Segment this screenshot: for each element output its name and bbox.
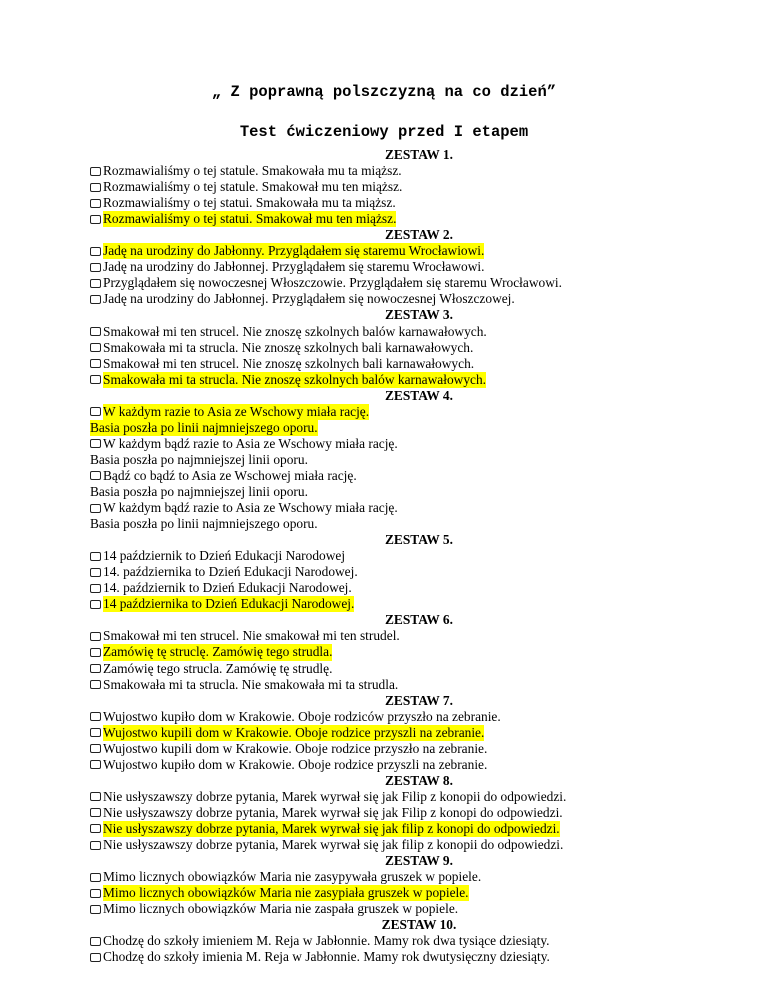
checkbox-icon[interactable] <box>90 680 101 689</box>
option-text: Smakowała mi ta strucla. Nie znoszę szkolnych bali karnawałowych. <box>103 339 474 355</box>
set-heading: ZESTAW 4. <box>385 387 453 403</box>
answer-option <box>90 901 730 917</box>
checkbox-icon[interactable] <box>90 584 101 593</box>
answer-option <box>90 548 730 564</box>
set-heading: ZESTAW 3. <box>385 307 453 323</box>
option-text: Wujostwo kupiło dom w Krakowie. Oboje rodzice przyszli na zebranie. <box>103 756 488 772</box>
answer-option <box>90 404 730 420</box>
answer-option <box>90 564 730 580</box>
answer-option <box>90 885 730 901</box>
checkbox-icon[interactable] <box>90 375 101 384</box>
checkbox-icon[interactable] <box>90 215 101 224</box>
checkbox-icon[interactable] <box>90 247 101 256</box>
set-heading: ZESTAW 9. <box>385 853 453 869</box>
option-text: Rozmawialiśmy o tej statui. Smakował mu ten miąższ. <box>103 211 397 227</box>
option-text: Zamówię tego strucla. Zamówię tę strudlę. <box>103 660 333 676</box>
answer-option <box>90 949 730 965</box>
document-title: „ Z poprawną polszczyzną na co dzień” <box>211 83 557 101</box>
option-text: Chodzę do szkoły imienia M. Reja w Jabłonnie. Mamy rok dwutysięczny dziesiąty. <box>103 949 550 965</box>
answer-option <box>90 356 730 372</box>
option-text: Nie usłyszawszy dobrze pytania, Marek wyrwał się jak Filip z konopii do odpowiedzi. <box>103 788 567 804</box>
answer-option <box>90 821 730 837</box>
option-text: Przyglądałem się nowoczesnej Włoszczowie. Przyglądałem się staremu Wrocławowi. <box>103 275 562 291</box>
document-subtitle: Test ćwiczeniowy przed I etapem <box>239 123 529 141</box>
answer-option <box>90 259 730 275</box>
option-text: Smakował mi ten strucel. Nie znoszę szkolnych balów karnawałowych. <box>103 323 487 339</box>
answer-option <box>90 291 730 307</box>
answer-option <box>90 725 730 741</box>
set-heading: ZESTAW 8. <box>385 772 453 788</box>
set-heading: ZESTAW 1. <box>385 147 453 162</box>
answer-option <box>90 869 730 885</box>
checkbox-icon[interactable] <box>90 760 101 769</box>
option-text: Rozmawialiśmy o tej statule. Smakowała mu ta miąższ. <box>103 163 402 179</box>
option-text: Nie usłyszawszy dobrze pytania, Marek wyrwał się jak filip z konopii do odpowiedzi. <box>103 837 564 853</box>
option-text: Wujostwo kupiło dom w Krakowie. Oboje rodziców przyszło na zebranie. <box>103 708 501 724</box>
checkbox-icon[interactable] <box>90 648 101 657</box>
option-text: Smakował mi ten strucel. Nie smakował mi ten strudel. <box>103 628 400 644</box>
checkbox-icon[interactable] <box>90 295 101 304</box>
checkbox-icon[interactable] <box>90 407 101 416</box>
checkbox-icon[interactable] <box>90 600 101 609</box>
checkbox-icon[interactable] <box>90 471 101 480</box>
answer-option <box>90 677 730 693</box>
option-text: Jadę na urodziny do Jabłonny. Przyglądałem się staremu Wrocławiowi. <box>103 243 485 259</box>
checkbox-icon[interactable] <box>90 552 101 561</box>
answer-option <box>90 580 730 596</box>
answer-option <box>90 179 730 195</box>
checkbox-icon[interactable] <box>90 199 101 208</box>
option-text: W każdym razie to Asia ze Wschowy miała rację. <box>103 403 370 419</box>
option-text: Wujostwo kupili dom w Krakowie. Oboje rodzice przyszli na zebranie. <box>103 724 485 740</box>
answer-option <box>90 195 730 211</box>
set-heading: ZESTAW 6. <box>385 612 453 628</box>
checkbox-icon[interactable] <box>90 359 101 368</box>
answer-option <box>90 661 730 677</box>
option-text: Chodzę do szkoły imieniem M. Reja w Jabłonnie. Mamy rok dwa tysiące dziesiąty. <box>103 933 550 949</box>
option-text: Rozmawialiśmy o tej statule. Smakował mu ten miąższ. <box>103 179 403 195</box>
option-text: Smakowała mi ta strucla. Nie smakowała mi ta strudla. <box>103 676 399 692</box>
answer-option <box>90 741 730 757</box>
option-text: 14. październik to Dzień Edukacji Narodowej. <box>103 580 352 596</box>
checkbox-icon[interactable] <box>90 504 101 513</box>
answer-option-continuation <box>90 420 730 436</box>
checkbox-icon[interactable] <box>90 728 101 737</box>
answer-option <box>90 628 730 644</box>
answer-option <box>90 596 730 612</box>
answer-option <box>90 468 730 484</box>
option-text: Nie usłyszawszy dobrze pytania, Marek wyrwał się jak filip z konopi do odpowiedzi. <box>103 820 560 836</box>
checkbox-icon[interactable] <box>90 953 101 962</box>
option-text: Jadę na urodziny do Jabłonnej. Przyglądałem się nowoczesnej Włoszczowej. <box>103 291 515 307</box>
checkbox-icon[interactable] <box>90 889 101 898</box>
option-text: Bądź co bądź to Asia ze Wschowej miała rację. <box>103 467 357 483</box>
answer-option-continuation <box>90 484 730 500</box>
checkbox-icon[interactable] <box>90 632 101 641</box>
checkbox-icon[interactable] <box>90 263 101 272</box>
option-text: Mimo licznych obowiązków Maria nie zaspała gruszek w popiele. <box>103 901 459 917</box>
set-heading: ZESTAW 7. <box>385 692 453 708</box>
checkbox-icon[interactable] <box>90 808 101 817</box>
checkbox-icon[interactable] <box>90 568 101 577</box>
answer-option <box>90 644 730 660</box>
checkbox-icon[interactable] <box>90 279 101 288</box>
answer-option-continuation <box>90 516 730 532</box>
answer-option <box>90 324 730 340</box>
checkbox-icon[interactable] <box>90 183 101 192</box>
checkbox-icon[interactable] <box>90 712 101 721</box>
option-text: W każdym bądź razie to Asia ze Wschowy miała rację. <box>103 500 398 516</box>
checkbox-icon[interactable] <box>90 343 101 352</box>
checkbox-icon[interactable] <box>90 841 101 850</box>
checkbox-icon[interactable] <box>90 664 101 673</box>
option-text: 14 października to Dzień Edukacji Narodowej. <box>103 596 355 612</box>
option-text: 14. października to Dzień Edukacji Narodowej. <box>103 564 358 580</box>
answer-option <box>90 211 730 227</box>
option-text: 14 październik to Dzień Edukacji Narodowej <box>103 548 346 564</box>
checkbox-icon[interactable] <box>90 824 101 833</box>
answer-option <box>90 933 730 949</box>
answer-option-continuation <box>90 452 730 468</box>
option-text: Wujostwo kupili dom w Krakowie. Oboje rodzice przyszło na zebranie. <box>103 740 488 756</box>
set-heading: ZESTAW 5. <box>385 532 453 548</box>
set-heading: ZESTAW 2. <box>385 227 453 243</box>
checkbox-icon[interactable] <box>90 905 101 914</box>
answer-option <box>90 243 730 259</box>
option-text: Basia poszła po linii najmniejszego oporu. <box>90 419 318 435</box>
answer-option <box>90 837 730 853</box>
option-text: Smakowała mi ta strucla. Nie znoszę szkolnych balów karnawałowych. <box>103 371 486 387</box>
option-text: Rozmawialiśmy o tej statui. Smakowała mu ta miąższ. <box>103 195 396 211</box>
checkbox-icon[interactable] <box>90 167 101 176</box>
option-text: Basia poszła po linii najmniejszego oporu. <box>90 516 318 532</box>
checkbox-icon[interactable] <box>90 744 101 753</box>
answer-option <box>90 500 730 516</box>
option-text: W każdym bądź razie to Asia ze Wschowy miała rację. <box>103 435 398 451</box>
answer-option <box>90 275 730 291</box>
answer-option <box>90 436 730 452</box>
set-heading: ZESTAW 10. <box>381 917 457 933</box>
checkbox-icon[interactable] <box>90 439 101 448</box>
option-text: Mimo licznych obowiązków Maria nie zasypywała gruszek w popiele. <box>103 869 482 885</box>
option-text: Nie usłyszawszy dobrze pytania, Marek wyrwał się jak Filip z konopi do odpowiedzi. <box>103 804 563 820</box>
checkbox-icon[interactable] <box>90 873 101 882</box>
option-text: Basia poszła po najmniejszej linii oporu. <box>90 451 308 467</box>
checkbox-icon[interactable] <box>90 792 101 801</box>
option-text: Jadę na urodziny do Jabłonnej. Przyglądałem się staremu Wrocławowi. <box>103 259 485 275</box>
option-text: Zamówię tę struclę. Zamówię tego strudla. <box>103 644 333 660</box>
option-text: Smakował mi ten strucel. Nie znoszę szkolnych bali karnawałowych. <box>103 355 475 371</box>
answer-option <box>90 340 730 356</box>
answer-option <box>90 163 730 179</box>
answer-option <box>90 805 730 821</box>
answer-option <box>90 789 730 805</box>
answer-option <box>90 757 730 773</box>
answer-option <box>90 709 730 725</box>
exercise-list <box>90 147 730 965</box>
option-text: Mimo licznych obowiązków Maria nie zasypiała gruszek w popiele. <box>103 885 469 901</box>
answer-option <box>90 372 730 388</box>
option-text: Basia poszła po najmniejszej linii oporu. <box>90 483 308 499</box>
checkbox-icon[interactable] <box>90 327 101 336</box>
checkbox-icon[interactable] <box>90 937 101 946</box>
